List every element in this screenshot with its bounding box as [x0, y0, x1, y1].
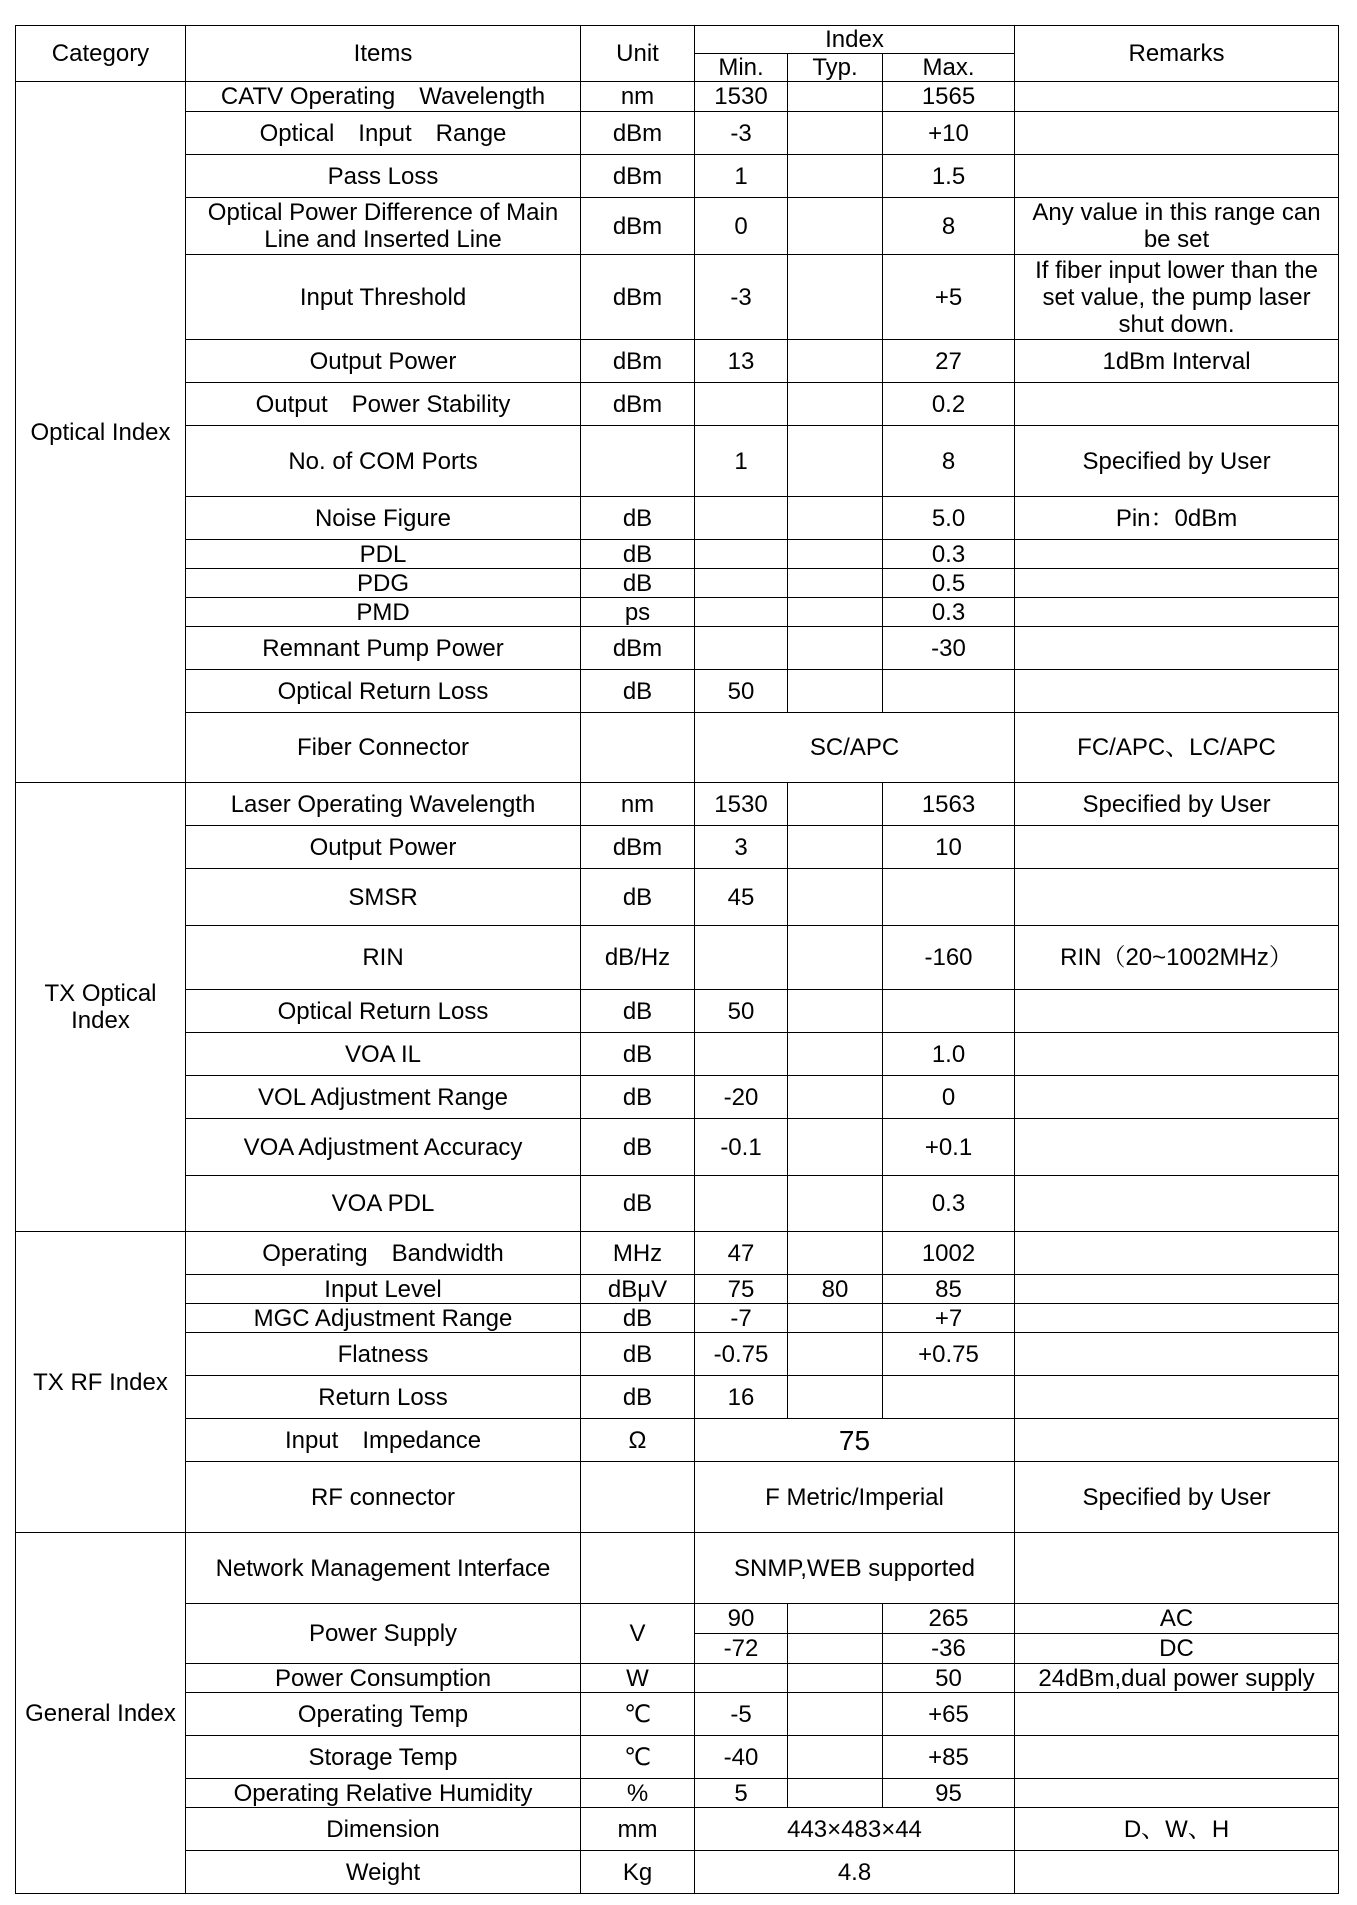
- max-cell: 1.0: [883, 1033, 1015, 1076]
- remarks-cell: DC: [1015, 1634, 1339, 1664]
- unit-cell: nm: [581, 82, 695, 112]
- min-cell: -0.1: [695, 1119, 788, 1176]
- unit-cell: Kg: [581, 1851, 695, 1894]
- max-cell: [883, 670, 1015, 713]
- category-cell: TX Optical Index: [16, 783, 186, 1232]
- table-row: [16, 569, 1339, 598]
- min-cell: 50: [695, 990, 788, 1033]
- unit-cell: dB: [581, 1333, 695, 1376]
- remarks-cell: If fiber input lower than the set value, the pump laser shut down.: [1015, 255, 1339, 340]
- item-cell: Pass Loss: [186, 155, 581, 198]
- typ-cell: [788, 869, 883, 926]
- max-cell: 8: [883, 426, 1015, 497]
- unit-cell: dBμV: [581, 1275, 695, 1304]
- table-row: [16, 155, 1339, 198]
- unit-cell: dBm: [581, 155, 695, 198]
- min-cell: 16: [695, 1376, 788, 1419]
- item-cell: CATV Operating Wavelength: [186, 82, 581, 112]
- unit-cell: [581, 426, 695, 497]
- remarks-cell: Any value in this range can be set: [1015, 198, 1339, 255]
- unit-cell: Ω: [581, 1419, 695, 1462]
- unit-cell: V: [581, 1604, 695, 1664]
- unit-cell: ps: [581, 598, 695, 627]
- typ-cell: [788, 1033, 883, 1076]
- item-cell: Operating Relative Humidity: [186, 1779, 581, 1808]
- header-category: Category: [16, 26, 186, 82]
- max-cell: 0: [883, 1076, 1015, 1119]
- typ-cell: [788, 255, 883, 340]
- remarks-cell: [1015, 383, 1339, 426]
- typ-cell: [788, 1333, 883, 1376]
- remarks-cell: FC/APC、LC/APC: [1015, 713, 1339, 783]
- value-cell: SC/APC: [695, 713, 1015, 783]
- table-row: [16, 869, 1339, 926]
- min-cell: -3: [695, 255, 788, 340]
- remarks-cell: [1015, 1533, 1339, 1604]
- table-row: [16, 926, 1339, 990]
- header-items: Items: [186, 26, 581, 82]
- remarks-cell: [1015, 869, 1339, 926]
- typ-cell: [788, 497, 883, 540]
- min-cell: -20: [695, 1076, 788, 1119]
- typ-cell: [788, 155, 883, 198]
- typ-cell: [788, 826, 883, 869]
- typ-cell: [788, 1736, 883, 1779]
- min-cell: [695, 627, 788, 670]
- table-row: [16, 713, 1339, 783]
- unit-cell: ℃: [581, 1736, 695, 1779]
- min-cell: 13: [695, 340, 788, 383]
- min-cell: [695, 926, 788, 990]
- header-remarks: Remarks: [1015, 26, 1339, 82]
- remarks-cell: [1015, 112, 1339, 155]
- table-row: [16, 1779, 1339, 1808]
- typ-cell: [788, 1664, 883, 1693]
- unit-cell: nm: [581, 783, 695, 826]
- table-row: [16, 826, 1339, 869]
- max-cell: 1565: [883, 82, 1015, 112]
- min-cell: [695, 569, 788, 598]
- table-row: [16, 1419, 1339, 1462]
- remarks-cell: [1015, 155, 1339, 198]
- item-cell: PDL: [186, 540, 581, 569]
- min-cell: -7: [695, 1304, 788, 1333]
- max-cell: [883, 1376, 1015, 1419]
- item-cell: Dimension: [186, 1808, 581, 1851]
- remarks-cell: [1015, 1119, 1339, 1176]
- unit-cell: dBm: [581, 340, 695, 383]
- item-cell: RF connector: [186, 1462, 581, 1533]
- min-cell: 90: [695, 1604, 788, 1634]
- max-cell: 1002: [883, 1232, 1015, 1275]
- header-index: Index: [695, 26, 1015, 54]
- min-cell: [695, 540, 788, 569]
- remarks-cell: [1015, 1076, 1339, 1119]
- remarks-cell: [1015, 1779, 1339, 1808]
- remarks-cell: [1015, 1693, 1339, 1736]
- typ-cell: [788, 540, 883, 569]
- min-cell: 1530: [695, 783, 788, 826]
- table-row: [16, 670, 1339, 713]
- value-cell: F Metric/Imperial: [695, 1462, 1015, 1533]
- typ-cell: [788, 1119, 883, 1176]
- max-cell: 0.3: [883, 540, 1015, 569]
- item-cell: SMSR: [186, 869, 581, 926]
- max-cell: 10: [883, 826, 1015, 869]
- item-cell: Power Supply: [186, 1604, 581, 1664]
- max-cell: +0.75: [883, 1333, 1015, 1376]
- value-cell: 443×483×44: [695, 1808, 1015, 1851]
- min-cell: 47: [695, 1232, 788, 1275]
- typ-cell: [788, 1693, 883, 1736]
- item-cell: VOA PDL: [186, 1176, 581, 1232]
- max-cell: 50: [883, 1664, 1015, 1693]
- unit-cell: MHz: [581, 1232, 695, 1275]
- remarks-cell: [1015, 1275, 1339, 1304]
- remarks-cell: Specified by User: [1015, 1462, 1339, 1533]
- table-row: [16, 783, 1339, 826]
- item-cell: VOA IL: [186, 1033, 581, 1076]
- max-cell: [883, 990, 1015, 1033]
- min-cell: [695, 1176, 788, 1232]
- min-cell: 1530: [695, 82, 788, 112]
- remarks-cell: [1015, 826, 1339, 869]
- max-cell: 0.3: [883, 598, 1015, 627]
- max-cell: 1.5: [883, 155, 1015, 198]
- min-cell: 3: [695, 826, 788, 869]
- remarks-cell: [1015, 82, 1339, 112]
- table-row: [16, 1736, 1339, 1779]
- remarks-cell: [1015, 540, 1339, 569]
- unit-cell: dB: [581, 1033, 695, 1076]
- typ-cell: [788, 1376, 883, 1419]
- unit-cell: dBm: [581, 255, 695, 340]
- table-row: [16, 1462, 1339, 1533]
- typ-cell: [788, 198, 883, 255]
- unit-cell: dB: [581, 569, 695, 598]
- table-row: [16, 1119, 1339, 1176]
- item-cell: Input Level: [186, 1275, 581, 1304]
- item-cell: Remnant Pump Power: [186, 627, 581, 670]
- table-row: [16, 627, 1339, 670]
- unit-cell: dB: [581, 497, 695, 540]
- spec-table: [15, 25, 1339, 1894]
- table-row: [16, 1033, 1339, 1076]
- remarks-cell: [1015, 1419, 1339, 1462]
- item-cell: Input Impedance: [186, 1419, 581, 1462]
- min-cell: -5: [695, 1693, 788, 1736]
- item-cell: Operating Temp: [186, 1693, 581, 1736]
- table-row: [16, 255, 1339, 340]
- spec-table-container: [15, 25, 1339, 1894]
- value-cell: 75: [695, 1419, 1015, 1462]
- item-cell: Optical Power Difference of Main Line and Inserted Line: [186, 198, 581, 255]
- header-typ: Typ.: [788, 54, 883, 82]
- unit-cell: [581, 713, 695, 783]
- table-row: [16, 1333, 1339, 1376]
- table-row: [16, 1176, 1339, 1232]
- remarks-cell: [1015, 1851, 1339, 1894]
- unit-cell: dB: [581, 540, 695, 569]
- header-min: Min.: [695, 54, 788, 82]
- remarks-cell: Pin：0dBm: [1015, 497, 1339, 540]
- item-cell: No. of COM Ports: [186, 426, 581, 497]
- unit-cell: dB: [581, 1119, 695, 1176]
- typ-cell: [788, 340, 883, 383]
- unit-cell: [581, 1533, 695, 1604]
- table-row: [16, 598, 1339, 627]
- table-row: [16, 1533, 1339, 1604]
- item-cell: Noise Figure: [186, 497, 581, 540]
- item-cell: PMD: [186, 598, 581, 627]
- table-row: [16, 497, 1339, 540]
- remarks-cell: 24dBm,dual power supply: [1015, 1664, 1339, 1693]
- remarks-cell: [1015, 1304, 1339, 1333]
- min-cell: 50: [695, 670, 788, 713]
- min-cell: -0.75: [695, 1333, 788, 1376]
- max-cell: +85: [883, 1736, 1015, 1779]
- table-row: [16, 383, 1339, 426]
- table-row: [16, 1851, 1339, 1894]
- typ-cell: [788, 1779, 883, 1808]
- max-cell: +5: [883, 255, 1015, 340]
- table-row: [16, 1664, 1339, 1693]
- header-max: Max.: [883, 54, 1015, 82]
- unit-cell: W: [581, 1664, 695, 1693]
- table-row: [16, 540, 1339, 569]
- table-row: [16, 426, 1339, 497]
- remarks-cell: [1015, 1333, 1339, 1376]
- item-cell: PDG: [186, 569, 581, 598]
- remarks-cell: AC: [1015, 1604, 1339, 1634]
- table-row: [16, 1232, 1339, 1275]
- min-cell: [695, 598, 788, 627]
- remarks-cell: [1015, 598, 1339, 627]
- remarks-cell: Specified by User: [1015, 426, 1339, 497]
- item-cell: Input Threshold: [186, 255, 581, 340]
- item-cell: Output Power: [186, 340, 581, 383]
- unit-cell: dB: [581, 990, 695, 1033]
- remarks-cell: [1015, 569, 1339, 598]
- table-row: [16, 1604, 1339, 1634]
- unit-cell: ℃: [581, 1693, 695, 1736]
- value-cell: 4.8: [695, 1851, 1015, 1894]
- max-cell: 0.3: [883, 1176, 1015, 1232]
- min-cell: [695, 497, 788, 540]
- item-cell: Optical Return Loss: [186, 990, 581, 1033]
- item-cell: Power Consumption: [186, 1664, 581, 1693]
- item-cell: Network Management Interface: [186, 1533, 581, 1604]
- remarks-cell: [1015, 1176, 1339, 1232]
- unit-cell: dB: [581, 1176, 695, 1232]
- remarks-cell: [1015, 1232, 1339, 1275]
- unit-cell: dBm: [581, 383, 695, 426]
- max-cell: 0.2: [883, 383, 1015, 426]
- item-cell: Return Loss: [186, 1376, 581, 1419]
- max-cell: +65: [883, 1693, 1015, 1736]
- max-cell: 1563: [883, 783, 1015, 826]
- table-row: [16, 1076, 1339, 1119]
- table-row: [16, 1808, 1339, 1851]
- item-cell: Weight: [186, 1851, 581, 1894]
- typ-cell: [788, 569, 883, 598]
- unit-cell: [581, 1462, 695, 1533]
- max-cell: 5.0: [883, 497, 1015, 540]
- item-cell: VOA Adjustment Accuracy: [186, 1119, 581, 1176]
- item-cell: Output Power: [186, 826, 581, 869]
- max-cell: 265: [883, 1604, 1015, 1634]
- table-row: [16, 1693, 1339, 1736]
- remarks-cell: [1015, 990, 1339, 1033]
- table-row: [16, 340, 1339, 383]
- table-row: [16, 82, 1339, 112]
- min-cell: 1: [695, 155, 788, 198]
- max-cell: 95: [883, 1779, 1015, 1808]
- item-cell: Operating Bandwidth: [186, 1232, 581, 1275]
- min-cell: -3: [695, 112, 788, 155]
- min-cell: 45: [695, 869, 788, 926]
- typ-cell: [788, 426, 883, 497]
- max-cell: +10: [883, 112, 1015, 155]
- min-cell: -40: [695, 1736, 788, 1779]
- typ-cell: [788, 1304, 883, 1333]
- min-cell: 1: [695, 426, 788, 497]
- table-row: [16, 112, 1339, 155]
- remarks-cell: D、W、H: [1015, 1808, 1339, 1851]
- unit-cell: dBm: [581, 627, 695, 670]
- table-row: [16, 1275, 1339, 1304]
- min-cell: 5: [695, 1779, 788, 1808]
- unit-cell: %: [581, 1779, 695, 1808]
- min-cell: [695, 1033, 788, 1076]
- max-cell: +0.1: [883, 1119, 1015, 1176]
- remarks-cell: [1015, 1033, 1339, 1076]
- table-row: [16, 1376, 1339, 1419]
- unit-cell: dB: [581, 869, 695, 926]
- table-row: [16, 198, 1339, 255]
- item-cell: Laser Operating Wavelength: [186, 783, 581, 826]
- max-cell: 27: [883, 340, 1015, 383]
- max-cell: -160: [883, 926, 1015, 990]
- typ-cell: [788, 383, 883, 426]
- item-cell: Optical Input Range: [186, 112, 581, 155]
- typ-cell: 80: [788, 1275, 883, 1304]
- table-row: [16, 990, 1339, 1033]
- spec-table-body: [16, 82, 1339, 1894]
- max-cell: 85: [883, 1275, 1015, 1304]
- unit-cell: dBm: [581, 826, 695, 869]
- remarks-cell: RIN（20~1002MHz）: [1015, 926, 1339, 990]
- max-cell: 8: [883, 198, 1015, 255]
- remarks-cell: [1015, 1736, 1339, 1779]
- unit-cell: dB/Hz: [581, 926, 695, 990]
- max-cell: [883, 869, 1015, 926]
- typ-cell: [788, 783, 883, 826]
- min-cell: 0: [695, 198, 788, 255]
- remarks-cell: 1dBm Interval: [1015, 340, 1339, 383]
- item-cell: MGC Adjustment Range: [186, 1304, 581, 1333]
- max-cell: 0.5: [883, 569, 1015, 598]
- unit-cell: dB: [581, 1076, 695, 1119]
- unit-cell: dBm: [581, 112, 695, 155]
- typ-cell: [788, 598, 883, 627]
- unit-cell: dB: [581, 1304, 695, 1333]
- max-cell: -30: [883, 627, 1015, 670]
- item-cell: Flatness: [186, 1333, 581, 1376]
- remarks-cell: Specified by User: [1015, 783, 1339, 826]
- header-unit: Unit: [581, 26, 695, 82]
- typ-cell: [788, 1232, 883, 1275]
- value-cell: SNMP,WEB supported: [695, 1533, 1015, 1604]
- item-cell: Storage Temp: [186, 1736, 581, 1779]
- typ-cell: [788, 627, 883, 670]
- category-cell: Optical Index: [16, 82, 186, 783]
- typ-cell: [788, 670, 883, 713]
- unit-cell: dB: [581, 670, 695, 713]
- remarks-cell: [1015, 670, 1339, 713]
- item-cell: RIN: [186, 926, 581, 990]
- typ-cell: [788, 926, 883, 990]
- min-cell: -72: [695, 1634, 788, 1664]
- item-cell: Optical Return Loss: [186, 670, 581, 713]
- min-cell: [695, 383, 788, 426]
- item-cell: Output Power Stability: [186, 383, 581, 426]
- category-cell: General Index: [16, 1533, 186, 1894]
- category-cell: TX RF Index: [16, 1232, 186, 1533]
- table-row: [16, 1304, 1339, 1333]
- typ-cell: [788, 990, 883, 1033]
- unit-cell: dB: [581, 1376, 695, 1419]
- typ-cell: [788, 112, 883, 155]
- remarks-cell: [1015, 627, 1339, 670]
- unit-cell: mm: [581, 1808, 695, 1851]
- item-cell: VOL Adjustment Range: [186, 1076, 581, 1119]
- remarks-cell: [1015, 1376, 1339, 1419]
- max-cell: +7: [883, 1304, 1015, 1333]
- item-cell: Fiber Connector: [186, 713, 581, 783]
- unit-cell: dBm: [581, 198, 695, 255]
- typ-cell: [788, 1176, 883, 1232]
- typ-cell: [788, 1076, 883, 1119]
- typ-cell: [788, 1604, 883, 1634]
- min-cell: 75: [695, 1275, 788, 1304]
- typ-cell: [788, 82, 883, 112]
- min-cell: [695, 1664, 788, 1693]
- max-cell: -36: [883, 1634, 1015, 1664]
- typ-cell: [788, 1634, 883, 1664]
